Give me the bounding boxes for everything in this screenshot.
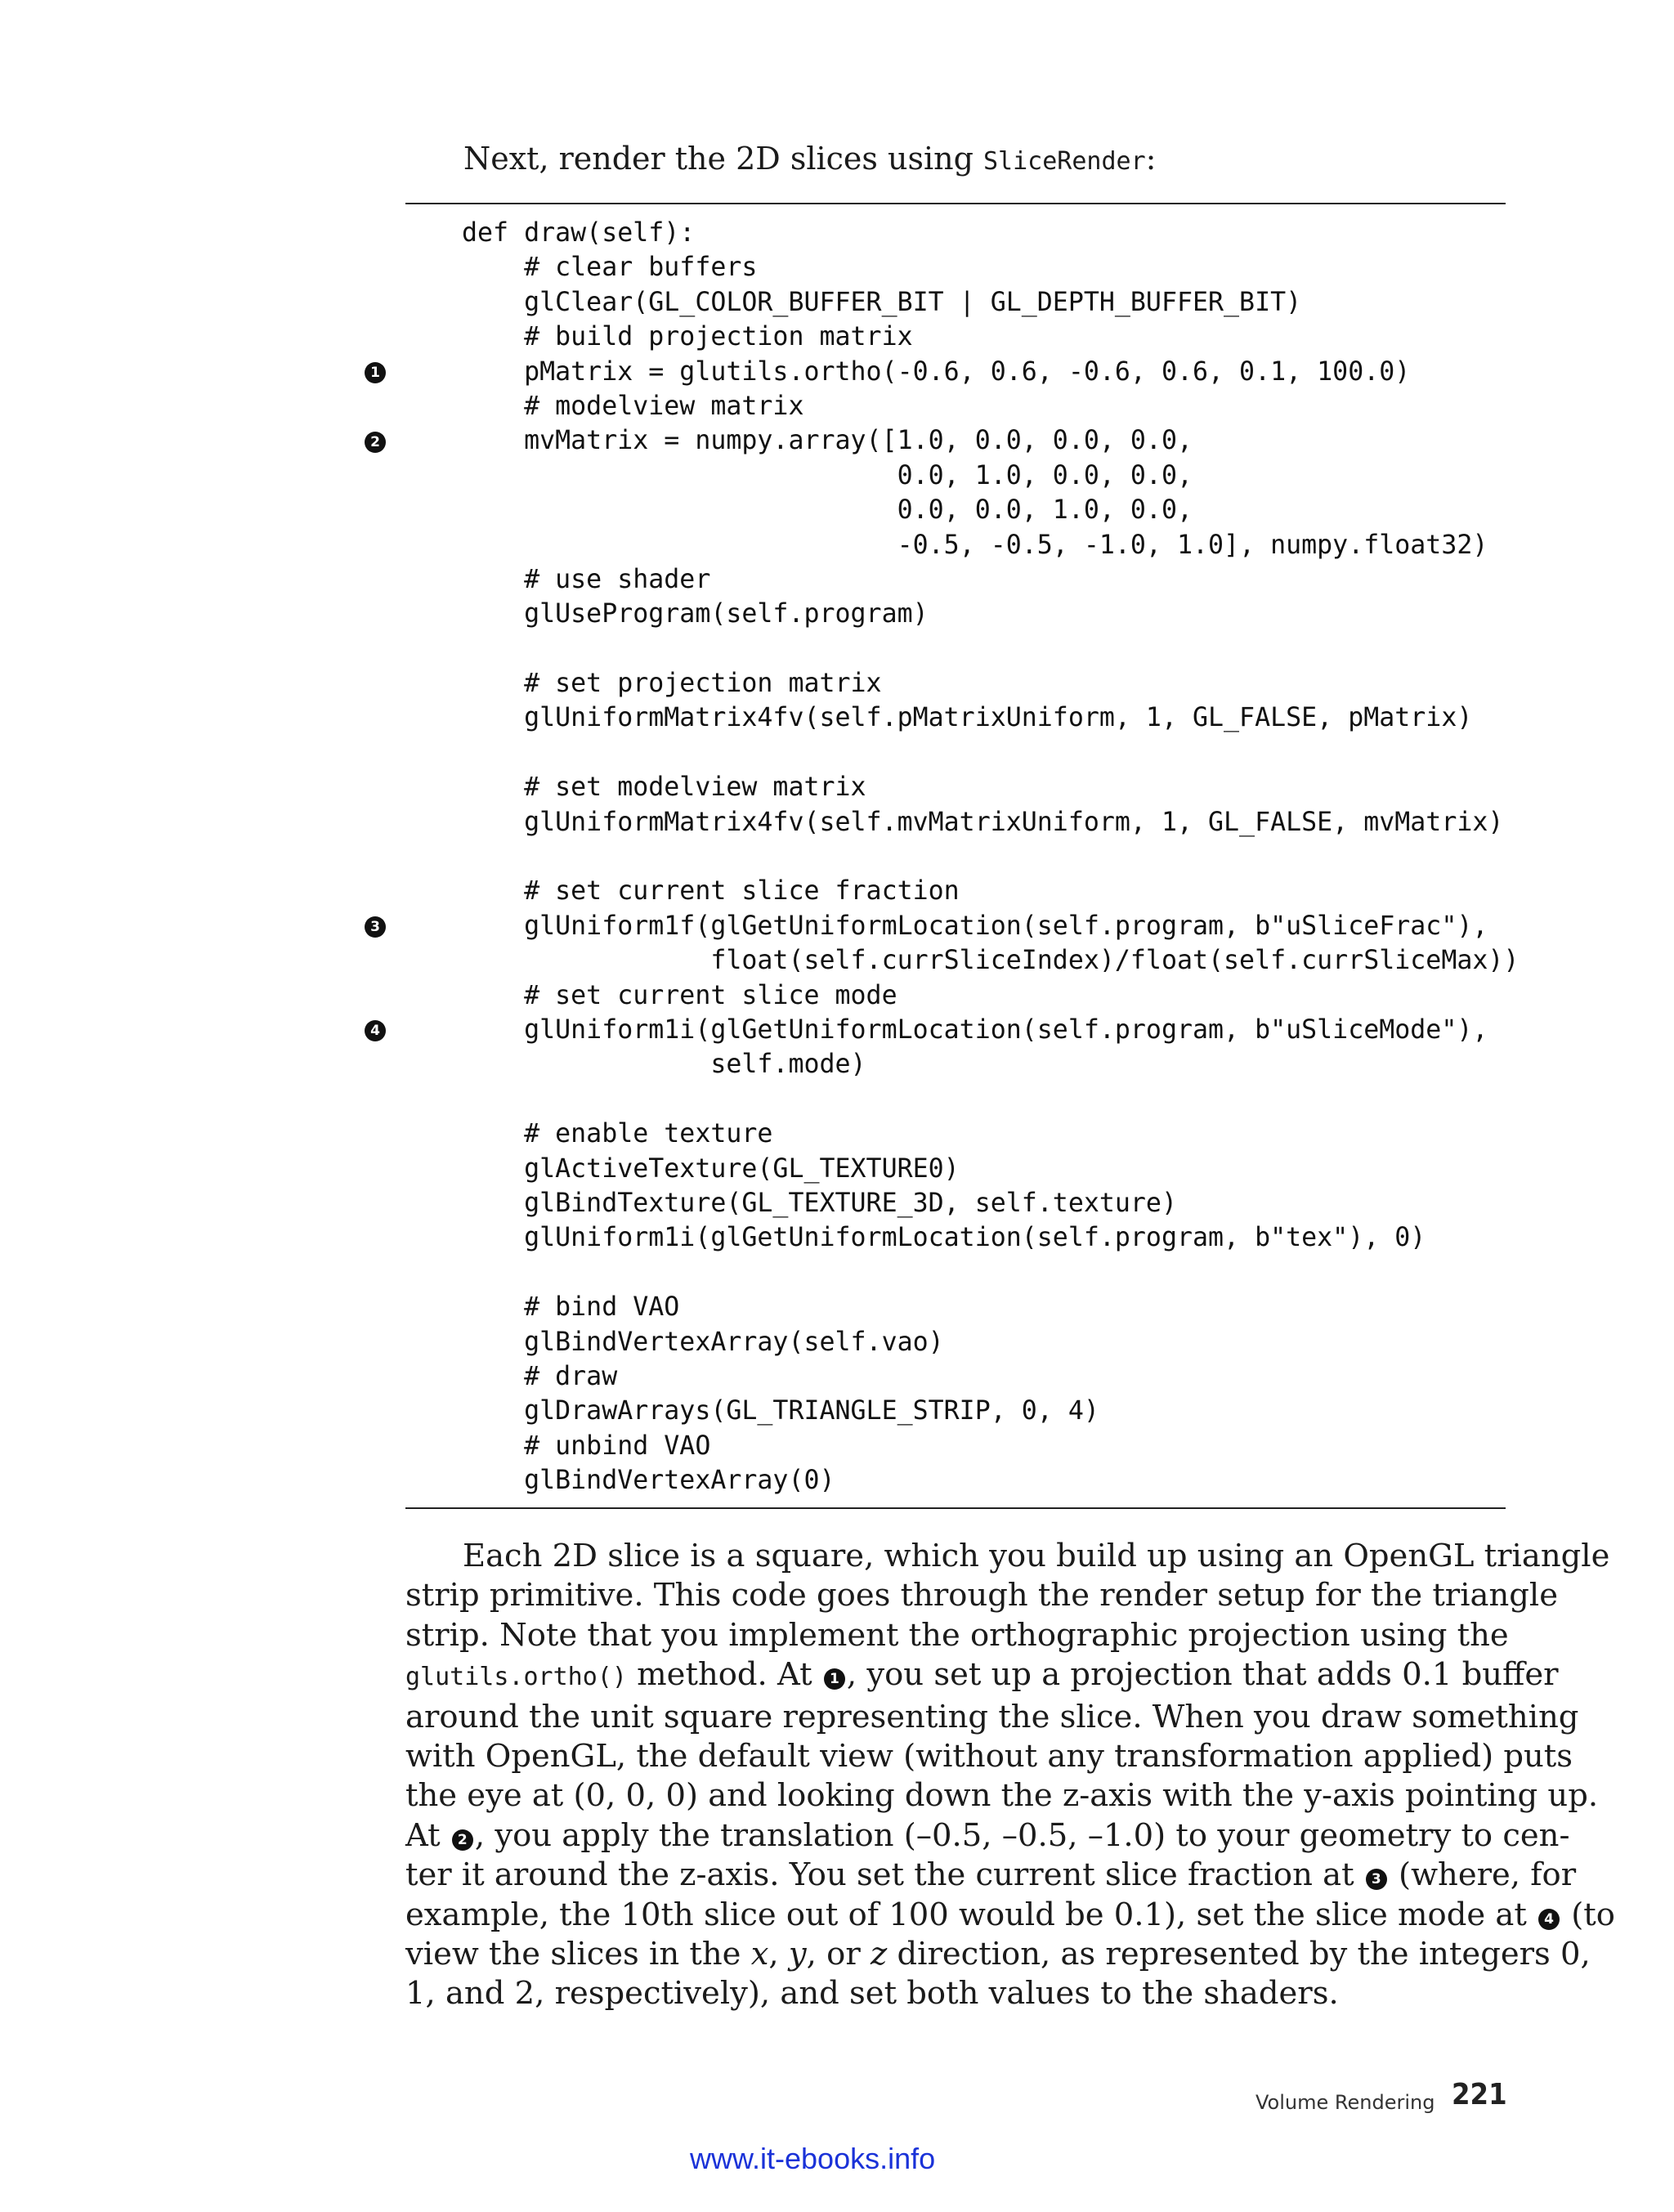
watermark-link[interactable]: www.it-ebooks.info (690, 2142, 936, 2175)
code-line: # build projection matrix (462, 322, 913, 352)
code-line: glActiveTexture(GL_TEXTURE0) (462, 1153, 960, 1184)
code-line (462, 840, 1519, 874)
code-marker-4: 4 (365, 1020, 386, 1041)
code-line (462, 736, 1519, 770)
body-line (405, 1737, 1573, 1776)
body-line (405, 1856, 1577, 1895)
body-line (405, 1896, 1615, 1935)
inline-marker-4: 4 (1538, 1909, 1560, 1930)
code-line: glUseProgram(self.program) (462, 599, 929, 629)
body-line (405, 1974, 1506, 2013)
code-top-rule (405, 203, 1506, 204)
body-italic: x (750, 1936, 769, 1973)
code-marker-3: 3 (365, 916, 386, 938)
body-inline-code: glutils.ortho() (405, 1663, 627, 1692)
code-line: glUniformMatrix4fv(self.mvMatrixUniform, 1, GL_FALSE, mvMatrix) (462, 807, 1504, 837)
body-text: the eye at (0, 0, 0) and looking down the z-axis with the y-axis pointing up. (405, 1777, 1599, 1815)
intro-text: Next, render the 2D slices using (463, 141, 983, 177)
body-paragraph (405, 1537, 1615, 2014)
body-text: At (405, 1816, 450, 1854)
code-line: glUniform1f(glGetUniformLocation(self.program, b"uSliceFrac"), (462, 911, 1488, 941)
body-text: (to (1561, 1896, 1615, 1933)
body-text: method. At (626, 1656, 822, 1694)
body-line (405, 1537, 1610, 1576)
code-bottom-rule (405, 1507, 1506, 1509)
intro-suffix: : (1145, 141, 1157, 177)
code-line: glUniform1i(glGetUniformLocation(self.program, b"tex"), 0) (462, 1223, 1426, 1253)
body-text: around the unit square representing the slice. When you draw something (405, 1698, 1579, 1735)
code-line: -0.5, -0.5, -1.0, 1.0], numpy.float32) (462, 530, 1488, 560)
body-text: , or (806, 1936, 871, 1973)
body-text: Each 2D slice is a square, which you build up using an OpenGL triangle (463, 1538, 1610, 1574)
code-line: glDrawArrays(GL_TRIANGLE_STRIP, 0, 4) (462, 1396, 1099, 1426)
code-line: 0.0, 0.0, 1.0, 0.0, (462, 495, 1193, 526)
intro-code: SliceRender (982, 147, 1146, 176)
inline-marker-2: 2 (452, 1829, 473, 1851)
code-line: float(self.currSliceIndex)/float(self.currSliceMax)) (462, 946, 1520, 976)
code-marker-1: 1 (365, 362, 386, 383)
code-line: # draw (462, 1361, 618, 1391)
code-line: def draw(self): (462, 218, 696, 248)
body-line (405, 1576, 1559, 1615)
body-text: strip primitive. This code goes through the render setup for the triangle (405, 1577, 1559, 1614)
code-line (462, 1082, 1519, 1117)
code-line: # clear buffers (462, 253, 758, 283)
body-italic: z (870, 1936, 888, 1973)
body-text: ter it around the z-axis. You set the current slice fraction at (405, 1856, 1364, 1894)
code-line: # set projection matrix (462, 669, 882, 699)
intro-sentence (463, 137, 1156, 183)
code-line: # set current slice fraction (462, 876, 960, 907)
body-line (405, 1655, 1559, 1697)
code-line: # unbind VAO (462, 1431, 711, 1461)
body-line (405, 1816, 1570, 1856)
code-line (462, 1256, 1519, 1290)
code-line: glBindTexture(GL_TEXTURE_3D, self.texture) (462, 1188, 1177, 1218)
body-text: with OpenGL, the default view (without any transformation applied) puts (405, 1738, 1573, 1775)
body-line (405, 1776, 1599, 1816)
inline-marker-3: 3 (1366, 1869, 1387, 1890)
body-italic: y (788, 1936, 807, 1973)
code-line: mvMatrix = numpy.array([1.0, 0.0, 0.0, 0.0, (462, 426, 1193, 456)
code-marker-2: 2 (365, 432, 386, 453)
body-line (405, 1616, 1509, 1655)
body-text: , (768, 1936, 789, 1973)
code-line: # modelview matrix (462, 391, 804, 421)
code-line: # set modelview matrix (462, 772, 866, 803)
code-line: glUniformMatrix4fv(self.pMatrixUniform, 1, GL_FALSE, pMatrix) (462, 703, 1473, 733)
body-line (405, 1698, 1579, 1737)
body-text: 1, and 2, respectively), and set both values to the shaders. (405, 1975, 1339, 2013)
page-number: 221 (1452, 2078, 1507, 2111)
body-text: (where, for (1388, 1856, 1577, 1894)
code-line: # set current slice mode (462, 980, 897, 1010)
code-line: glClear(GL_COLOR_BUFFER_BIT | GL_DEPTH_BUFFER_BIT) (462, 287, 1302, 317)
code-line: glBindVertexArray(self.vao) (462, 1327, 944, 1357)
code-line: self.mode) (462, 1050, 866, 1080)
code-listing (462, 216, 1519, 1498)
body-text: direction, as represented by the integers 0, (887, 1936, 1591, 1973)
code-line: # enable texture (462, 1119, 773, 1149)
body-text: , you apply the translation (–0.5, –0.5, –1.0) to your geometry to cen- (474, 1816, 1570, 1854)
code-line (462, 632, 1519, 666)
inline-marker-1: 1 (824, 1668, 845, 1690)
code-line: # use shader (462, 564, 711, 594)
code-line: glBindVertexArray(0) (462, 1466, 835, 1496)
body-line (405, 1935, 1591, 1974)
code-line: glUniform1i(glGetUniformLocation(self.program, b"uSliceMode"), (462, 1014, 1488, 1045)
body-text: , you set up a projection that adds 0.1 buffer (846, 1656, 1559, 1694)
running-footer-label: Volume Rendering (1256, 2091, 1435, 2114)
body-text: view the slices in the (405, 1936, 751, 1973)
body-text: example, the 10th slice out of 100 would be 0.1), set the slice mode at (405, 1896, 1537, 1933)
code-line: # bind VAO (462, 1292, 680, 1323)
body-text: strip. Note that you implement the orthographic projection using the (405, 1616, 1509, 1654)
code-line: pMatrix = glutils.ortho(-0.6, 0.6, -0.6, 0.6, 0.1, 100.0) (462, 356, 1411, 387)
code-line: 0.0, 1.0, 0.0, 0.0, (462, 460, 1193, 490)
